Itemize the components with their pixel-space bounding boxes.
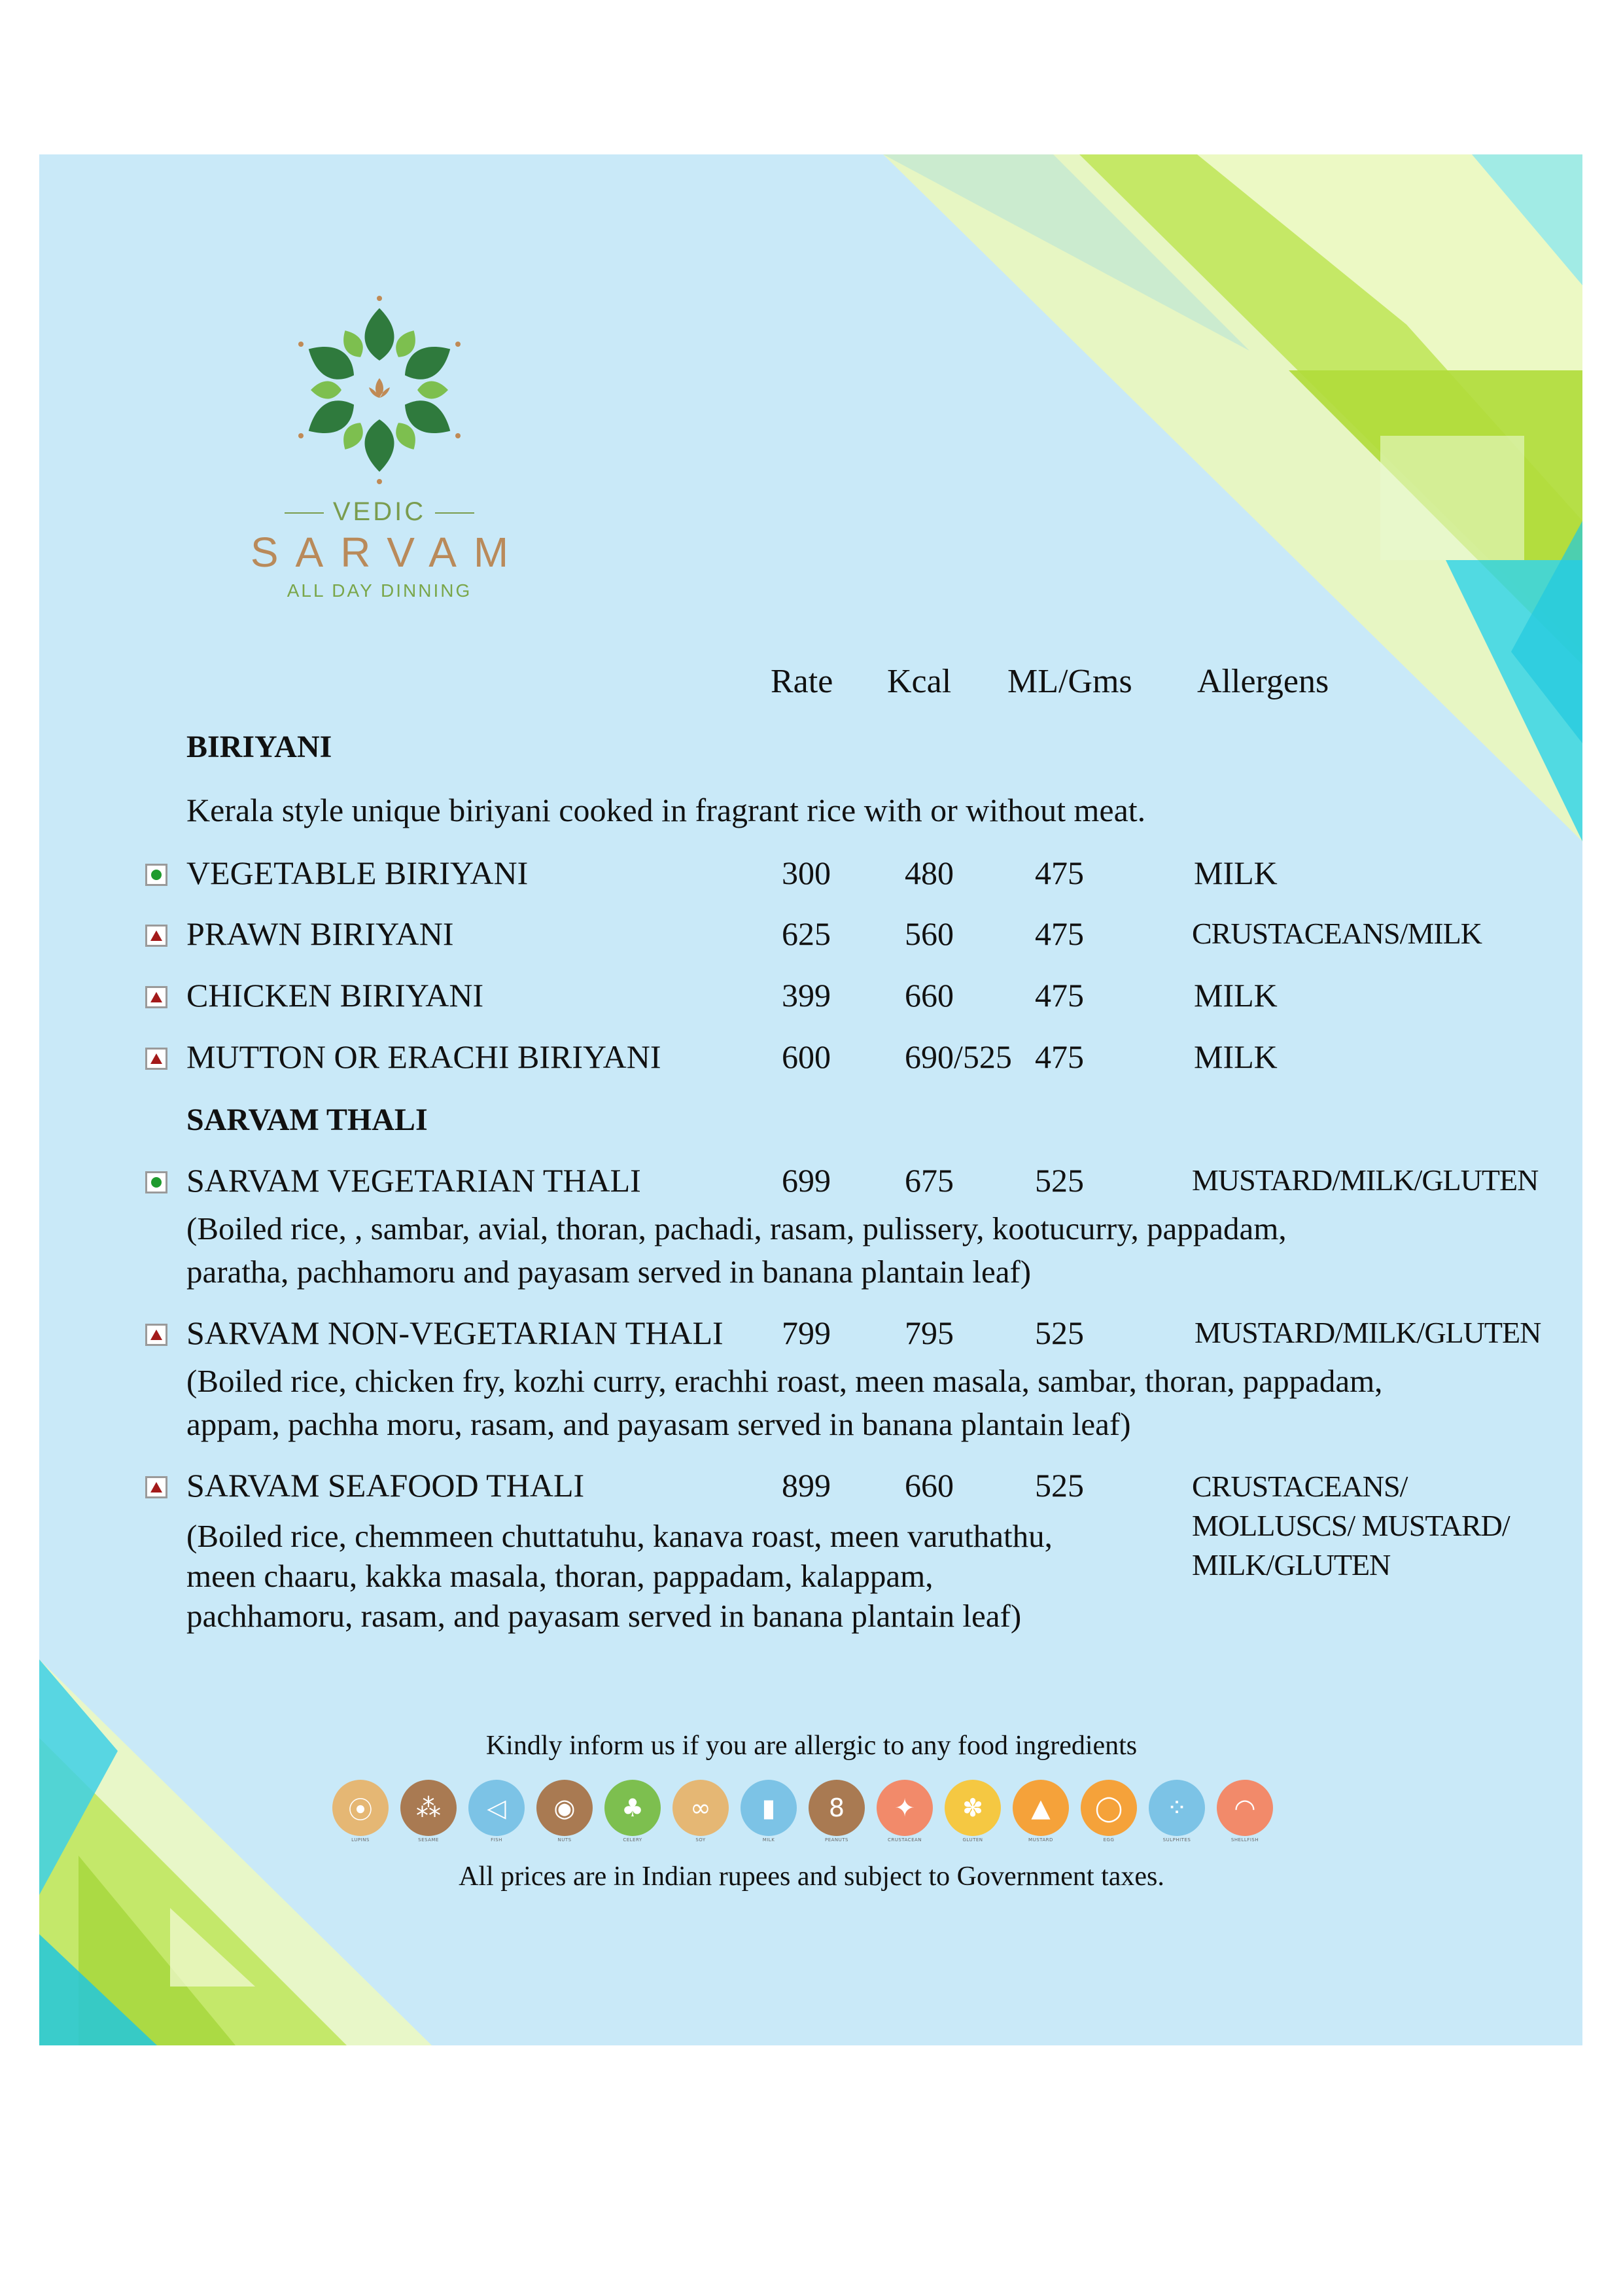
item-qty: 525 bbox=[1035, 1467, 1084, 1504]
shellfish-allergen-icon bbox=[1217, 1780, 1273, 1836]
item-rate: 699 bbox=[782, 1162, 831, 1199]
allergen-icon-strip bbox=[332, 1780, 1300, 1845]
allergen-label: EGG bbox=[1103, 1837, 1115, 1843]
lotus-mandala-icon bbox=[285, 292, 474, 488]
allergen-glyph: ⁂ bbox=[416, 1793, 441, 1822]
item-allergens: CRUSTACEANS/MILK bbox=[1192, 917, 1482, 950]
item-allergens: MUSTARD/MILK/GLUTEN bbox=[1195, 1316, 1541, 1349]
allergen-glyph: ◠ bbox=[1234, 1793, 1256, 1822]
item-kcal: 660 bbox=[905, 1467, 954, 1504]
item-rate: 600 bbox=[782, 1038, 831, 1075]
fish-allergen-icon bbox=[468, 1780, 525, 1836]
nonveg-indicator-icon bbox=[145, 1324, 167, 1346]
decor-top-right bbox=[883, 154, 1582, 841]
biriyani-intro: Kerala style unique biriyani cooked in fragrant rice with or without meat. bbox=[186, 792, 1146, 828]
item-qty: 475 bbox=[1035, 915, 1084, 952]
item-allergens: MUSTARD/MILK/GLUTEN bbox=[1192, 1163, 1539, 1197]
col-kcal: Kcal bbox=[887, 663, 952, 700]
item-allergens: MILK bbox=[1194, 1038, 1278, 1075]
allergen-glyph: 8 bbox=[828, 1793, 845, 1822]
item-qty: 525 bbox=[1035, 1162, 1084, 1199]
allergen-glyph: ⁘ bbox=[1166, 1793, 1187, 1822]
item-description-line: appam, pachha moru, rasam, and payasam served in banana plantain leaf) bbox=[186, 1406, 1131, 1442]
sesame-allergen-icon bbox=[400, 1780, 457, 1836]
item-name: VEGETABLE BIRIYANI bbox=[186, 855, 529, 891]
item-description-line: meen chaaru, kakka masala, thoran, pappadam, kalappam, bbox=[186, 1558, 934, 1594]
allergen-label: CRUSTACEAN bbox=[887, 1837, 922, 1843]
allergen-glyph: ▲ bbox=[1031, 1793, 1051, 1822]
egg-allergen-icon bbox=[1081, 1780, 1137, 1836]
col-allergens: Allergens bbox=[1197, 663, 1329, 700]
allergen-glyph: ✽ bbox=[962, 1793, 983, 1822]
allergen-label: GLUTEN bbox=[962, 1837, 983, 1843]
section-title-thali: SARVAM THALI bbox=[186, 1103, 428, 1137]
item-name: SARVAM SEAFOOD THALI bbox=[186, 1467, 585, 1504]
milk-allergen-icon bbox=[741, 1780, 797, 1836]
gluten-allergen-icon bbox=[945, 1780, 1001, 1836]
nonveg-indicator-icon bbox=[145, 925, 167, 947]
brand-vedic bbox=[183, 497, 576, 527]
item-rate: 399 bbox=[782, 977, 831, 1014]
allergen-glyph: ∞ bbox=[690, 1793, 711, 1822]
nuts-allergen-icon bbox=[536, 1780, 593, 1836]
item-allergens-line: MILK/GLUTEN bbox=[1192, 1548, 1391, 1581]
allergen-glyph: ♣ bbox=[621, 1793, 644, 1822]
item-name: SARVAM NON-VEGETARIAN THALI bbox=[186, 1315, 724, 1351]
decor-bottom-left bbox=[39, 1659, 432, 2045]
item-qty: 475 bbox=[1035, 1038, 1084, 1075]
col-qty: ML/Gms bbox=[1007, 663, 1132, 700]
item-kcal: 795 bbox=[905, 1315, 954, 1351]
item-description-line: paratha, pachhamoru and payasam served in banana plantain leaf) bbox=[186, 1254, 1032, 1290]
item-allergens: MILK bbox=[1194, 855, 1278, 891]
brand-top-text: VEDIC bbox=[332, 497, 427, 526]
brand-name: SARVAM bbox=[250, 529, 526, 576]
allergen-label: SOY bbox=[695, 1837, 706, 1843]
restaurant-logo bbox=[183, 292, 576, 645]
allergen-glyph: ▮ bbox=[761, 1793, 776, 1822]
item-kcal: 660 bbox=[905, 977, 954, 1014]
item-name: PRAWN BIRIYANI bbox=[186, 915, 454, 952]
allergen-label: FISH bbox=[491, 1837, 502, 1843]
nonveg-indicator-icon bbox=[145, 1048, 167, 1070]
allergen-label: CELERY bbox=[623, 1837, 642, 1843]
item-allergens: MILK bbox=[1194, 977, 1278, 1014]
mustard-allergen-icon bbox=[1013, 1780, 1069, 1836]
item-kcal: 690/525 bbox=[905, 1038, 1012, 1075]
veg-indicator-icon bbox=[145, 1171, 167, 1193]
item-qty: 525 bbox=[1035, 1315, 1084, 1351]
allergen-glyph: ◯ bbox=[1094, 1793, 1123, 1822]
item-kcal: 560 bbox=[905, 915, 954, 952]
sulphites-allergen-icon bbox=[1149, 1780, 1205, 1836]
item-name: SARVAM VEGETARIAN THALI bbox=[186, 1162, 641, 1199]
brand-tagline: ALL DAY DINNING bbox=[287, 580, 472, 601]
tax-note: All prices are in Indian rupees and subject to Government taxes. bbox=[459, 1862, 1164, 1892]
nonveg-indicator-icon bbox=[145, 986, 167, 1008]
item-kcal: 675 bbox=[905, 1162, 954, 1199]
item-allergens-line: MOLLUSCS/ MUSTARD/ bbox=[1192, 1509, 1510, 1542]
item-description-line: (Boiled rice, , sambar, avial, thoran, pachadi, rasam, pulissery, kootucurry, pappadam, bbox=[186, 1210, 1287, 1246]
allergen-label: NUTS bbox=[557, 1837, 572, 1843]
veg-indicator-icon bbox=[145, 864, 167, 886]
nonveg-indicator-icon bbox=[145, 1476, 167, 1498]
soy-allergen-icon bbox=[672, 1780, 729, 1836]
celery-allergen-icon bbox=[604, 1780, 661, 1836]
item-rate: 899 bbox=[782, 1467, 831, 1504]
allergy-note: Kindly inform us if you are allergic to any food ingredients bbox=[485, 1731, 1138, 1761]
allergen-label: LUPINS bbox=[351, 1837, 370, 1843]
allergen-label: PEANUTS bbox=[824, 1837, 848, 1843]
col-rate: Rate bbox=[771, 663, 833, 700]
section-title-biriyani: BIRIYANI bbox=[186, 730, 332, 764]
item-kcal: 480 bbox=[905, 855, 954, 891]
item-description-line: (Boiled rice, chicken fry, kozhi curry, erachhi roast, meen masala, sambar, thoran, pappadam, bbox=[186, 1363, 1383, 1399]
crustacean-allergen-icon bbox=[877, 1780, 933, 1836]
item-qty: 475 bbox=[1035, 855, 1084, 891]
item-allergens-line: CRUSTACEANS/ bbox=[1192, 1470, 1408, 1503]
allergen-label: MILK bbox=[762, 1837, 775, 1843]
item-name: MUTTON OR ERACHI BIRIYANI bbox=[186, 1038, 661, 1075]
allergen-label: SHELLFISH bbox=[1230, 1837, 1259, 1843]
item-rate: 300 bbox=[782, 855, 831, 891]
allergen-label: SULPHITES bbox=[1162, 1837, 1191, 1843]
allergen-label: MUSTARD bbox=[1028, 1837, 1053, 1843]
item-description-line: pachhamoru, rasam, and payasam served in banana plantain leaf) bbox=[186, 1598, 1022, 1634]
item-name: CHICKEN BIRIYANI bbox=[186, 977, 484, 1014]
allergen-glyph: ⦿ bbox=[347, 1795, 374, 1825]
item-description-line: (Boiled rice, chemmeen chuttatuhu, kanava roast, meen varuthathu, bbox=[186, 1518, 1053, 1554]
allergen-glyph: ◉ bbox=[553, 1793, 576, 1822]
allergen-label: SESAME bbox=[418, 1837, 439, 1843]
allergen-glyph: ✦ bbox=[894, 1793, 915, 1822]
item-qty: 475 bbox=[1035, 977, 1084, 1014]
lupins-allergen-icon bbox=[332, 1780, 389, 1836]
item-rate: 625 bbox=[782, 915, 831, 952]
peanuts-allergen-icon bbox=[809, 1780, 865, 1836]
allergen-glyph: ◁ bbox=[487, 1793, 506, 1822]
item-rate: 799 bbox=[782, 1315, 831, 1351]
